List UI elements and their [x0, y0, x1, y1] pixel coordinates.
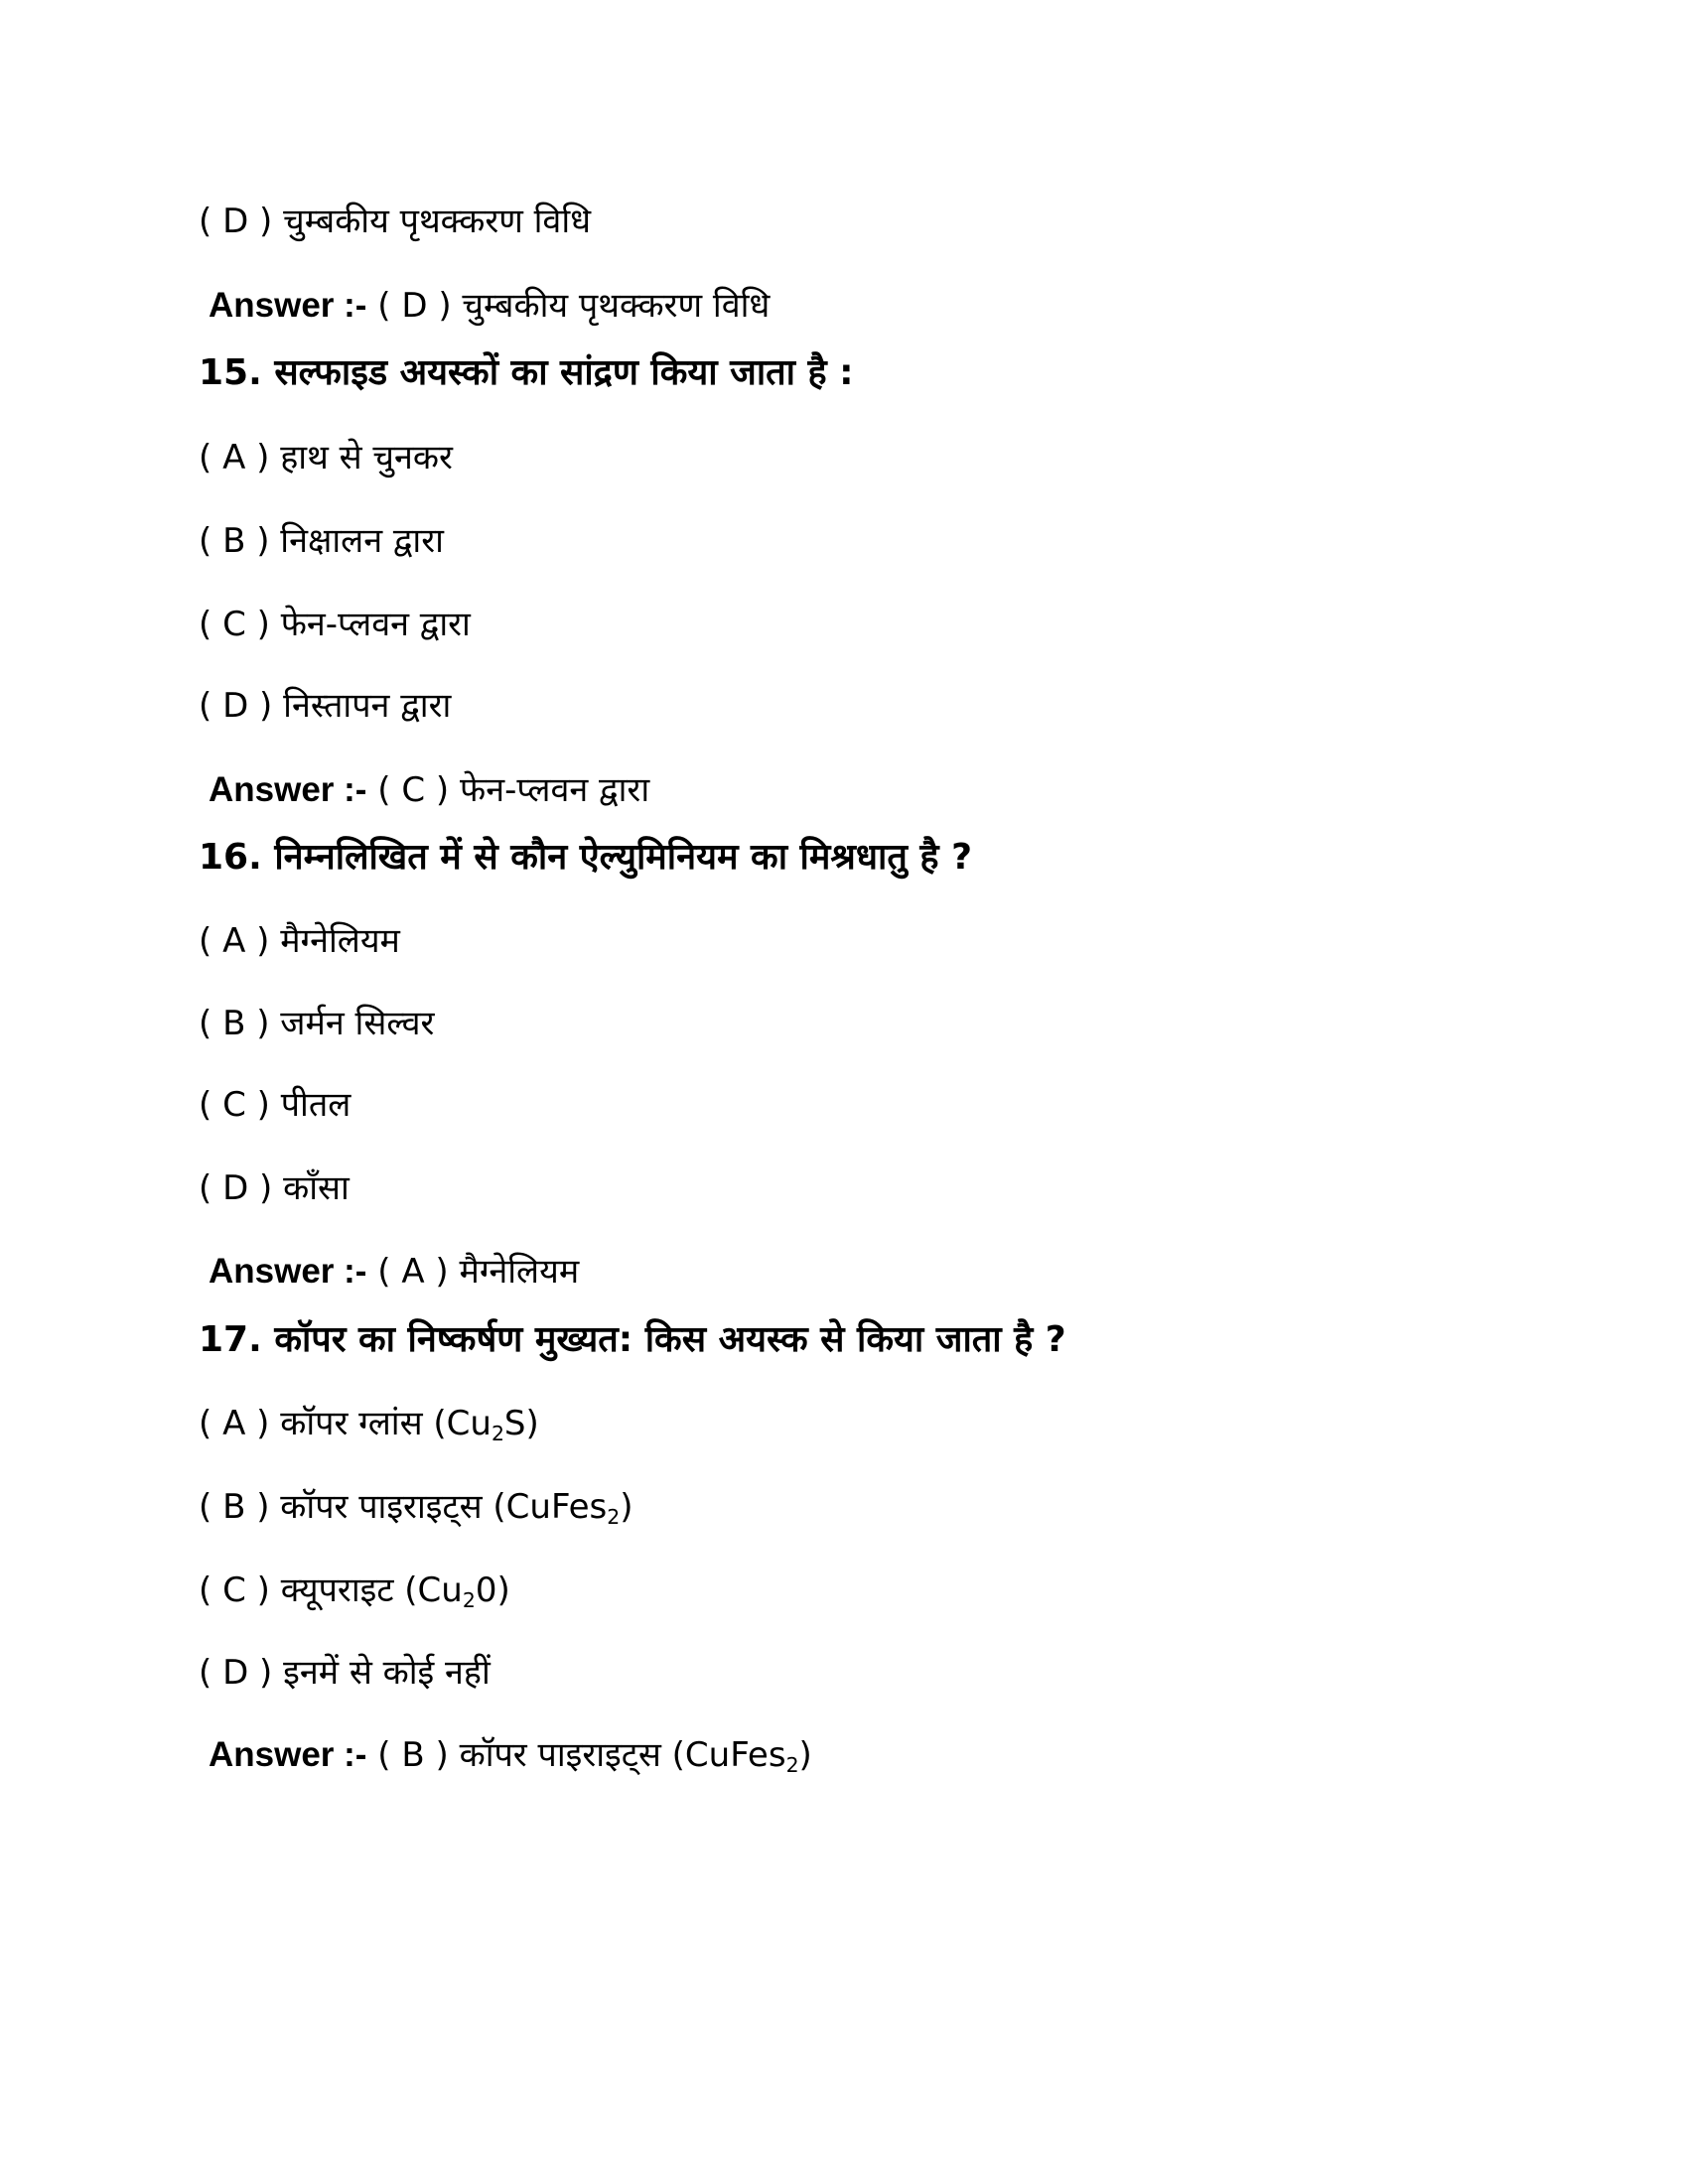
option-text: क्यूपराइट: [280, 1570, 394, 1610]
option-c: [199, 605, 471, 644]
option-text: निस्तापन द्वारा: [283, 686, 452, 726]
question-text: सल्फाइड अयस्कों का सांद्रण किया जाता है :: [274, 352, 854, 393]
question-16: [199, 837, 972, 878]
option-letter: ( A ): [199, 921, 270, 961]
answer-label: Answer :-: [209, 770, 367, 809]
option-text: मैग्नेलियम: [280, 921, 400, 961]
option-letter: ( C ): [199, 1085, 270, 1125]
answer-line: [209, 1735, 812, 1778]
chemical-formula: (CuFes$_2$): [671, 1735, 812, 1778]
option-b: [199, 521, 444, 561]
chemical-formula: $(Cu_2S)$: [433, 1404, 539, 1446]
option-c: [199, 1570, 510, 1613]
question-text: निम्नलिखित में से कौन ऐल्युमिनियम का मिश्रधातु है ?: [274, 837, 972, 878]
answer-line: [209, 1252, 580, 1292]
option-letter: ( D ): [199, 202, 273, 241]
chemical-formula: (CuFes$_2$): [492, 1487, 633, 1530]
question-15: [199, 352, 854, 393]
option-d: [199, 1168, 350, 1208]
option-a: [199, 921, 400, 961]
answer-letter: ( C ): [377, 770, 450, 810]
option-d: [199, 1653, 491, 1693]
answer-letter: ( A ): [377, 1252, 449, 1292]
option-d: [199, 686, 452, 726]
question-number: 17.: [199, 1319, 262, 1360]
option-text: जर्मन सिल्वर: [280, 1004, 435, 1043]
option-letter: ( C ): [199, 1570, 270, 1610]
option-text: इनमें से कोई नहीं: [283, 1653, 491, 1693]
answer-text: कॉपर पाइराइट्स: [459, 1735, 661, 1775]
option-letter: ( B ): [199, 1487, 270, 1527]
option-text: काँसा: [283, 1168, 350, 1208]
answer-text: चुम्बकीय पृथक्करण विधि: [462, 286, 771, 326]
question-number: 15.: [199, 352, 262, 393]
answer-letter: ( D ): [377, 286, 452, 326]
option-text: पीतल: [280, 1085, 352, 1125]
option-text: फेन-प्लवन द्वारा: [280, 605, 471, 644]
option-text: हाथ से चुनकर: [280, 438, 453, 478]
option-a: [199, 438, 453, 478]
answer-letter: ( B ): [377, 1735, 449, 1775]
option-text: कॉपर पाइराइट्स: [280, 1487, 483, 1527]
option-letter: ( D ): [199, 1168, 273, 1208]
option-text: चुम्बकीय पृथक्करण विधि: [283, 202, 592, 241]
option-text: कॉपर ग्लांस: [280, 1404, 423, 1443]
option-b: [199, 1004, 435, 1043]
chemical-formula: $(Cu_20)$: [404, 1570, 510, 1613]
option-c: [199, 1085, 352, 1125]
option-letter: ( D ): [199, 686, 273, 726]
answer-label: Answer :-: [209, 1252, 367, 1291]
question-text: कॉपर का निष्कर्षण मुख्यत: किस अयस्क से किया जाता है ?: [274, 1319, 1066, 1360]
option-letter: ( B ): [199, 521, 270, 561]
option-a: [199, 1404, 539, 1446]
option-b: [199, 1487, 633, 1530]
answer-label: Answer :-: [209, 286, 367, 325]
option-letter: ( B ): [199, 1004, 270, 1043]
answer-line: [209, 770, 650, 810]
option-letter: ( A ): [199, 1404, 270, 1443]
question-number: 16.: [199, 837, 262, 878]
answer-line: [209, 286, 771, 326]
option-letter: ( D ): [199, 1653, 273, 1693]
answer-text: फेन-प्लवन द्वारा: [459, 770, 650, 810]
question-17: [199, 1319, 1066, 1360]
answer-label: Answer :-: [209, 1735, 367, 1774]
option-text: निक्षालन द्वारा: [280, 521, 444, 561]
answer-text: मैग्नेलियम: [459, 1252, 580, 1292]
option-letter: ( A ): [199, 438, 270, 478]
option-letter: ( C ): [199, 605, 270, 644]
option-d: [199, 202, 592, 241]
